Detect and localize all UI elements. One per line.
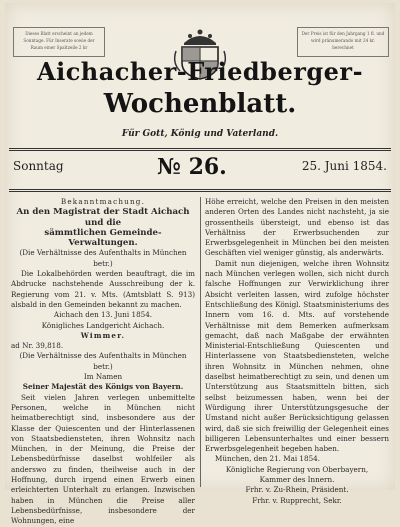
majesty-heading: Seiner Majestät des Königs von Bayern. [22, 382, 184, 392]
divider [9, 150, 391, 151]
issue-date: 25. Juni 1854. [301, 159, 387, 173]
in-name-heading: Im Namen [83, 372, 123, 382]
newspaper-page [5, 3, 395, 526]
address-line: An den Magistrat der Stadt Aichach und die [16, 207, 190, 228]
dateline: München, den 21. Mai 1854. [215, 454, 321, 464]
subject-line: (Die Verhältnisse des Aufenthalts in München betr.) [19, 351, 187, 371]
issue-number: № 26. [157, 154, 227, 180]
motto: Für Gott, König und Vaterland. [121, 129, 279, 139]
left-column [11, 197, 195, 526]
paragraph: Seit vielen Jahren verlegen unbemittelte Personen, welche in München nicht heimatberechtigt sind, insbesondere aus der Klasse der Quiescenten und der Hinterlassenen von Staatsbediensteten, ihren Wohnsitz nach München, in der Meinung, die Preise der Lebensbedürfnisse daselbst wohlfeiler als anderswo zu finden, theilweise auch in der Hoffnung, durch irgend einen Erwerb einen erleichterten Unterhalt zu erlangen. Inzwischen haben in München die Preise aller Lebensbedürfnisse, insbesondere der Wohnungen, eine [11, 392, 195, 526]
divider [9, 148, 391, 149]
masthead-subtitle: Wochenblatt. [103, 89, 297, 119]
announcement-heading: Bekanntmachung. [60, 197, 146, 206]
masthead-title: Aichacher-Friedberger- [36, 57, 364, 86]
reference-number: ad Nr. 39,818. [11, 341, 64, 351]
signature: Frhr. v. Zu-Rhein, Präsident. [245, 485, 349, 495]
subscription-notice: Dieses Blatt erscheint an jedem Sonntage. Für Inserate sowie der Raum einer Spaltzeile 2 kr [13, 27, 105, 57]
paragraph: Höhe erreicht, welche den Preisen in den meisten anderen Orten des Landes nicht nachsteht, ja sie grossentheils übersteigt, und ebenso ist das Verhältniss der Erwerbsuchenden zur Erwerbsgelegenheit in München bei den meisten Geschäften viel weniger günstig, als anderwärts. [205, 197, 389, 258]
signature: Wimmer. [80, 330, 126, 340]
dateline: Aichach den 13. Juni 1854. [53, 310, 153, 320]
right-column [205, 197, 389, 505]
issuing-court: Königliches Landgericht Aichach. [41, 320, 165, 330]
paragraph: Die Lokalbehörden werden beauftragt, die im Abdrucke nachstehende Ausschreibung der k. Regierung vom 21. v. Mts. (Amtsblatt S. 913) alsbald in den Gemeinden bekannt zu machen. [11, 269, 195, 309]
signature: Frhr. v. Rupprecht, Sekr. [252, 495, 342, 505]
divider [9, 189, 391, 190]
authority: Königliche Regierung von Oberbayern, [225, 464, 369, 474]
column-divider [200, 197, 201, 487]
address-line: sämmtlichen Gemeinde-Verwaltungen. [44, 227, 162, 249]
divider [9, 191, 391, 192]
issue-day: Sonntag [13, 159, 64, 173]
paragraph: Damit nun diejenigen, welche ihren Wohnsitz nach München verlegen wollen, sich nicht durch falsche Hoffnungen zur Verwirklichung ihrer Absicht verleiten lassen, wird zufolge höchster Entschließung des Königl. Staatsministeriums des Innern vom 16. d. Mts. auf vorstehende Verhältnisse mit dem Bemerken aufmerksam gemacht, daß nach Maßgabe der erwähnten Ministerial-Entschließung Quiescenten und Hinterlassene von Staatsbediensteten, welche ihren Wohnsitz in München nehmen, ohne daselbst heimatberechtigt zu sein, und denen um Unterstützung aus Staatsmitteln bitten, sich selbst beizumessen haben, wenn bei der Würdigung ihrer Unterstützungsgesuche der Umstand nicht außer Berücksichtigung gelassen wird, daß sie sich freiwillig der Gelegenheit eines billigeren Lebensunterhaltes und einer bessern Erwerbsgelegenheit begeben haben. [205, 258, 389, 454]
price-notice: Der Preis ist für den Jahrgang 1 fl. und wird pränumerando mit 24 kr. berechnet [297, 27, 389, 57]
subject-line: (Die Verhältnisse des Aufenthalts in München betr.) [19, 248, 187, 268]
authority: Kammer des Innern. [259, 475, 335, 485]
